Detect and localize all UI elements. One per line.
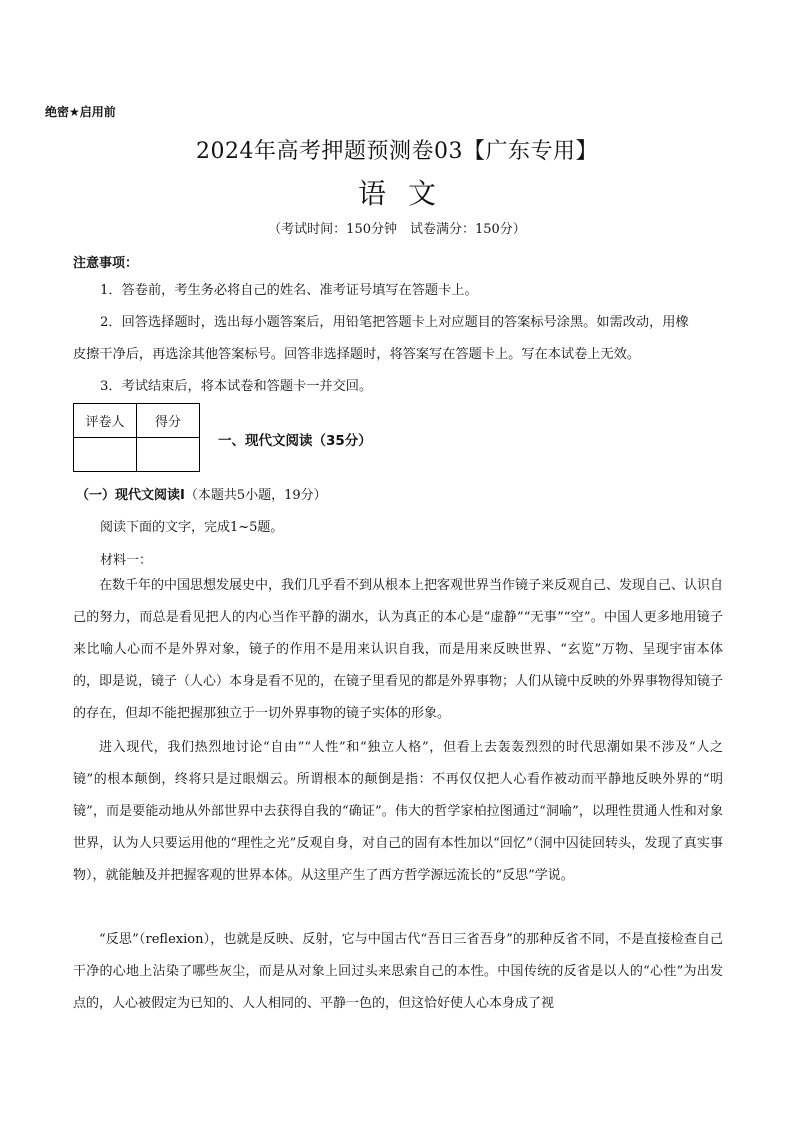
score-table-cell-score [137, 438, 200, 472]
score-table-cell-grader [74, 438, 137, 472]
material-label: 材料一： [100, 553, 153, 568]
paragraph-1: 在数千年的中国思想发展史中，我们几乎看不到从根本上把客观世界当作镜子来反观自己、发现自己、认识自己的努力，而总是看见把人的内心当作平静的湖水，认为真正的本心是“虚静”“无事”“空”。中国人更多地用镜子来比喻人心而不是外界对象，镜子的作用不是用来认识自我，而是用来反映世界、“玄览”万物、呈现宇宙本体的，即是说，镜子（人心）本身是看不见的，在镜子里看见的都是外界事物；人们从镜中反映的外界事物得知镜子的存在，但却不能把握那独立于一切外界事物的镜子实体的形象。 [73, 578, 724, 721]
subsection-heading [76, 484, 327, 503]
paragraph-2: 进入现代，我们热烈地讨论“自由”“人性”和“独立人格”，但看上去轰轰烈烈的时代思潮如果不涉及“人之镜”的根本颠倒，终将只是过眼烟云。所谓根本的颠倒是指：不再仅仅把人心看作被动而平静地反映外界的“明镜”，而是要能动地从外部世界中去获得自我的“确证”。伟大的哲学家柏拉图通过“洞喻”，以理性贯通人性和对象世界，认为人只要运用他的“理性之光”反观自身，对自己的固有本性加以“回忆”（洞中囚徒回转头，发现了真实事物），就能触及并把握客观的世界本体。从这里产生了西方哲学源远流长的“反思”学说。 [73, 740, 723, 883]
notice-item-1: 1．答卷前，考生务必将自己的姓名、准考证号填写在答题卡上。 [100, 283, 478, 298]
exam-title: 2024年高考押题预测卷03【广东专用】 [196, 139, 598, 164]
reading-instruction: 阅读下面的文字，完成1~5题。 [100, 520, 284, 535]
score-table [73, 403, 200, 472]
subject-title: 语文 [357, 177, 458, 210]
paragraph-3: “反思”（reflexion），也就是反映、反射，它与中国古代“吾日三省吾身”的那种反省不同，不是直接检查自己干净的心地上沾染了哪些灰尘，而是从对象上回过头来思索自己的本性。中国传统的反省是以人的“心性”为出发点的，人心被假定为已知的、人人相同的、平静一色的，但这恰好使人心本身成了视 [73, 932, 723, 1011]
notice-item-2-line-1: 2．回答选择题时，选出每小题答案后，用铅笔把答题卡上对应题目的答案标号涂黑。如需改动，用橡 [100, 315, 689, 330]
subsection-note: （本题共5小题，19分） [184, 488, 327, 503]
notice-heading: 注意事项： [73, 256, 139, 271]
secret-mark: 绝密★启用前 [45, 105, 116, 119]
score-table-header-grader: 评卷人 [74, 404, 137, 438]
section-title: 一、现代文阅读（35分） [218, 433, 372, 449]
notice-item-3: 3．考试结束后，将本试卷和答题卡一并交回。 [100, 379, 373, 394]
notice-item-2-line-2: 皮擦干净后，再选涂其他答案标号。回答非选择题时，将答案写在答题卡上。写在本试卷上无效。 [73, 347, 641, 362]
subsection-title: （一）现代文阅读I [76, 488, 185, 503]
exam-time-info: （考试时间：150分钟 试卷满分：150分） [268, 222, 526, 237]
score-table-header-score: 得分 [137, 404, 200, 438]
